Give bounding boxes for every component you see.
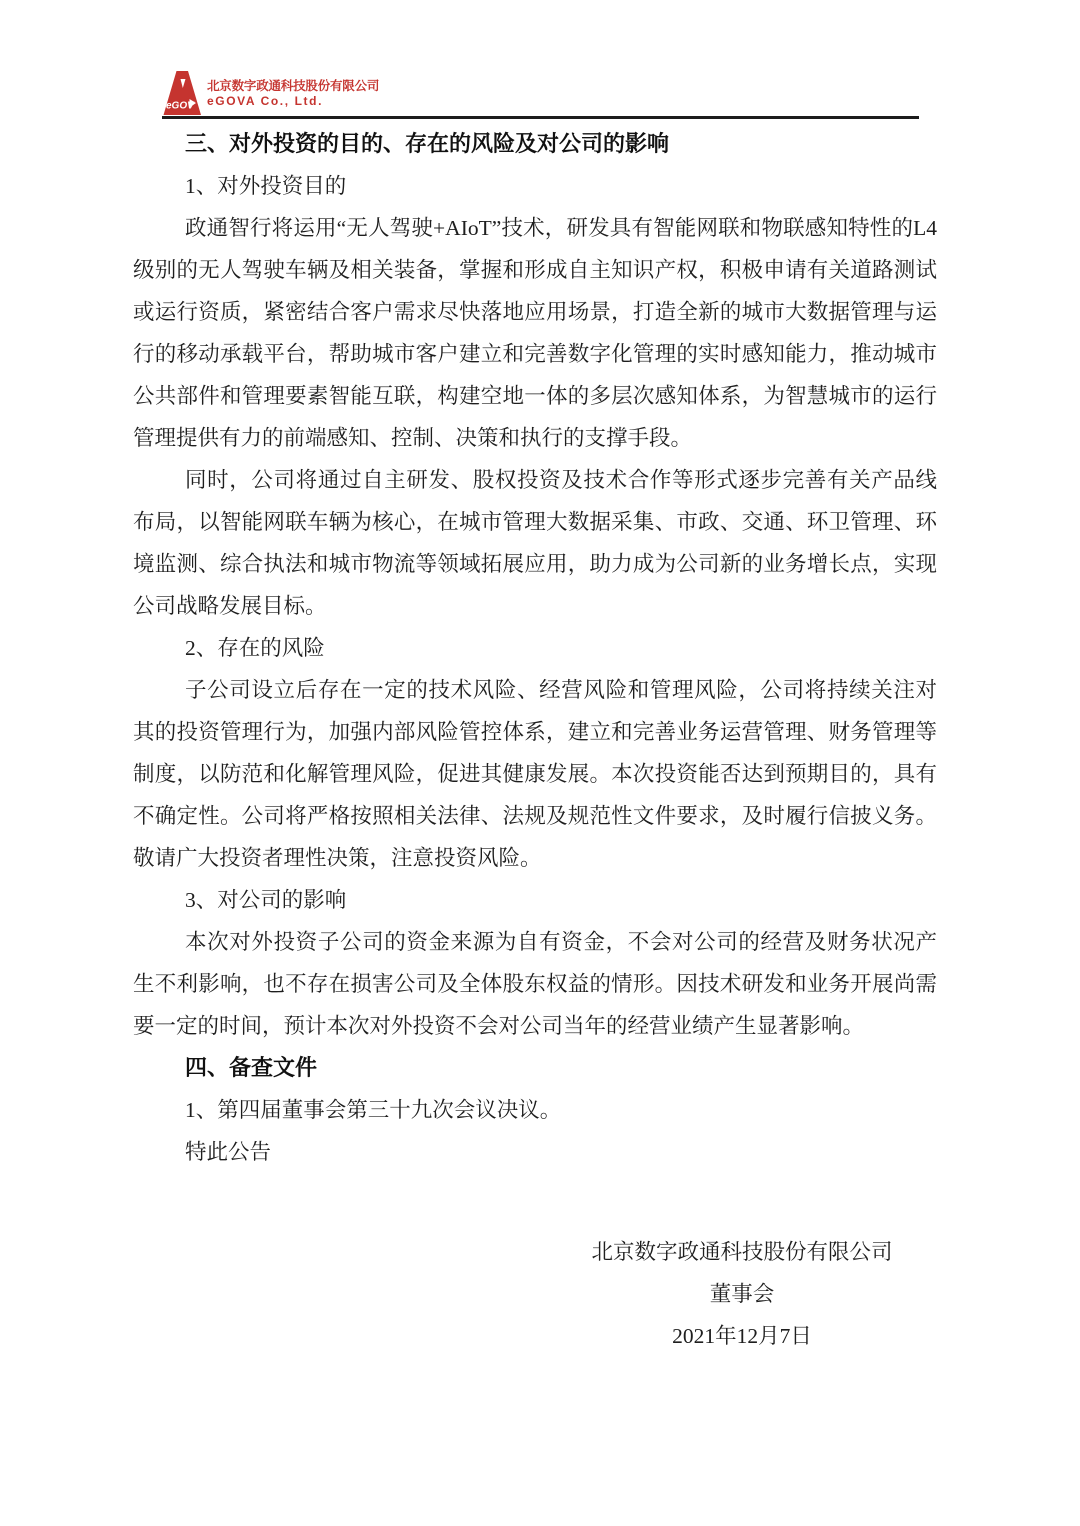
signature-date: 2021年12月7日: [672, 1324, 812, 1348]
header-divider: [162, 116, 919, 119]
egova-a-logo-icon: [163, 70, 201, 115]
logo-company-name-en: eGOVA Co., Ltd.: [207, 94, 323, 108]
section3-item1-paragraph1: 政通智行将运用“无人驾驶+AIoT”技术，研发具有智能网联和物联感知特性的L4级别的无人驾驶车辆及相关装备，掌握和形成自主知识产权，积极申请有关道路测试或运行资质，紧密结合客户需求尽快落地应用场景，打造全新的城市大数据管理与运行的移动承载平台，帮助城市客户建立和完善数字化管理的实时感知能力，推动城市公共部件和管理要素智能互联，构建空地一体的多层次感知体系，为智慧城市的运行管理提供有力的前端感知、控制、决策和执行的支撑手段。: [133, 216, 937, 450]
section3-item1-title: 1、对外投资目的: [185, 174, 347, 198]
section3-item3-paragraph1: 本次对外投资子公司的资金来源为自有资金，不会对公司的经营及财务状况产生不利影响，也不存在损害公司及全体股东权益的情形。因技术研发和业务开展尚需要一定的时间，预计本次对外投资不会对公司当年的经营业绩产生显著影响。: [133, 930, 937, 1038]
document-body: [133, 123, 937, 1357]
section4-item1: 1、第四届董事会第三十九次会议决议。: [185, 1098, 562, 1122]
svg-text:eGOV: eGOV: [166, 100, 194, 112]
section3-item1-paragraph2: 同时，公司将通过自主研发、股权投资及技术合作等形式逐步完善有关产品线布局，以智能网联车辆为核心，在城市管理大数据采集、市政、交通、环卫管理、环境监测、综合执法和城市物流等领域拓展应用，助力成为公司新的业务增长点，实现公司战略发展目标。: [133, 468, 937, 618]
section4-heading: 四、备查文件: [185, 1055, 318, 1080]
section3-heading: 三、对外投资的目的、存在的风险及对公司的影响: [185, 131, 670, 156]
signature-signer: 董事会: [709, 1282, 775, 1306]
signature-company: 北京数字政通科技股份有限公司: [591, 1240, 893, 1264]
closing-notice: 特此公告: [185, 1140, 272, 1164]
section3-item2-title: 2、存在的风险: [185, 636, 325, 660]
logo-text-block: [207, 70, 379, 108]
section3-item2-paragraph1: 子公司设立后存在一定的技术风险、经营风险和管理风险，公司将持续关注对其的投资管理行为，加强内部风险管控体系，建立和完善业务运营管理、财务管理等制度，以防范和化解管理风险，促进其健康发展。本次投资能否达到预期目的，具有不确定性。公司将严格按照相关法律、法规及规范性文件要求，及时履行信披义务。敬请广大投资者理性决策，注意投资风险。: [133, 678, 937, 870]
company-logo: [163, 70, 379, 115]
section3-item3-title: 3、对公司的影响: [185, 888, 347, 912]
signature-block: [577, 1231, 907, 1357]
logo-company-name-cn: 北京数字政通科技股份有限公司: [207, 79, 380, 93]
